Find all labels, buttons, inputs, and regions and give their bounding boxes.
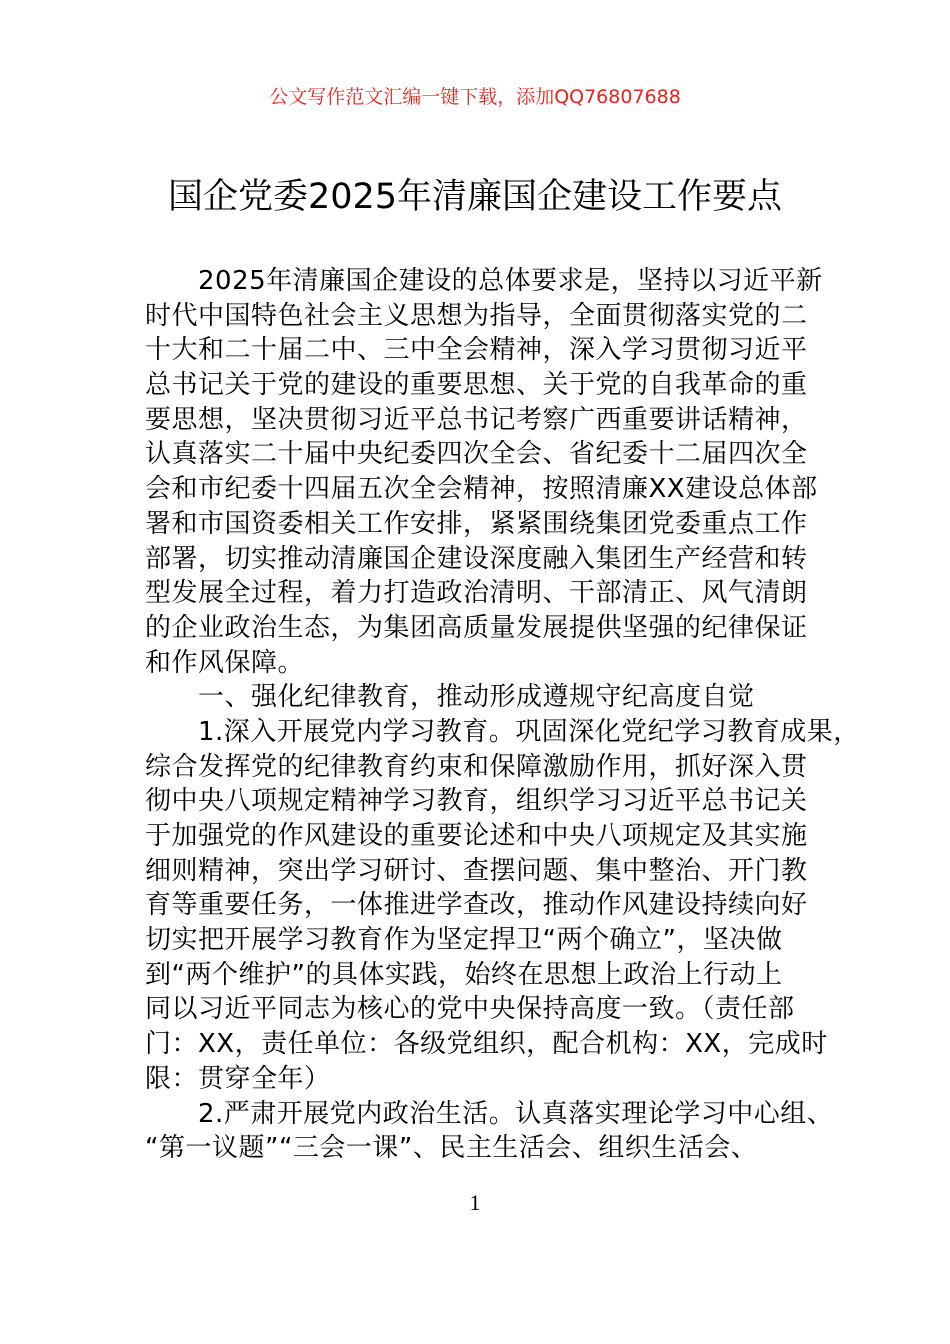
text-line: 彻中央八项规定精神学习教育，组织学习习近平总书记关 — [145, 786, 808, 817]
text-line: 育等重要任务，一体推进学查改，推动作风建设持续向好 — [145, 890, 808, 921]
text-line: 同以习近平同志为核心的党中央保持高度一致。（责任部 — [145, 994, 795, 1025]
page-number: 1 — [469, 1190, 481, 1215]
text-line: 的企业政治生态，为集团高质量发展提供坚强的纪律保证 — [145, 612, 808, 643]
text-line: 综合发挥党的纪律教育约束和保障激励作用，抓好深入贯 — [145, 751, 808, 782]
text-line: 于加强党的作风建设的重要论述和中央八项规定及其实施 — [145, 821, 808, 851]
text-line: 总书记关于党的建设的重要思想、关于党的自我革命的重 — [145, 370, 808, 401]
text-line: 限：贯穿全年） — [145, 1063, 331, 1094]
text-line: 认真落实二十届中央纪委四次全会、省纪委十二届四次全 — [145, 439, 808, 470]
document-body — [145, 264, 860, 1166]
text-line: “第一议题”“三会一课”、民主生活会、组织生活会、 — [145, 1133, 758, 1164]
text-line: 细则精神，突出学习研讨、查摆问题、集中整治、开门教 — [145, 855, 808, 886]
text-line: 型发展全过程，着力打造政治清明、干部清正、风气清朗 — [145, 578, 808, 609]
text-line: 2025年清廉国企建设的总体要求是，坚持以习近平新 — [145, 266, 823, 296]
text-line: 切实把开展学习教育作为坚定捍卫“两个确立”，坚决做 — [145, 925, 783, 956]
text-line: 2.严肃开展党内政治生活。认真落实理论学习中心组、 — [145, 1098, 834, 1129]
text-line: 和作风保障。 — [145, 647, 305, 678]
text-line: 要思想，坚决贯彻习近平总书记考察广西重要讲话精神， — [145, 404, 808, 435]
text-line: 署和市国资委相关工作安排，紧紧围绕集团党委重点工作 — [145, 508, 808, 539]
promo-header: 公文写作范文汇编一键下载，添加QQ76807688 — [269, 86, 681, 108]
text-line: 到“两个维护”的具体实践，始终在思想上政治上行动上 — [145, 959, 783, 990]
text-line: 部署，切实推动清廉国企建设深度融入集团生产经营和转 — [145, 543, 808, 574]
text-line: 门：XX，责任单位：各级党组织，配合机构：XX，完成时 — [145, 1029, 828, 1060]
text-line: 一、强化纪律教育，推动形成遵规守纪高度自觉 — [145, 682, 755, 713]
text-line: 时代中国特色社会主义思想为指导，全面贯彻落实党的二 — [145, 300, 808, 331]
text-line: 会和市纪委十四届五次全会精神，按照清廉XX建设总体部 — [145, 474, 818, 505]
document-title: 国企党委2025年清廉国企建设工作要点 — [167, 177, 783, 217]
text-line: 1.深入开展党内学习教育。巩固深化党纪学习教育成果， — [145, 716, 860, 747]
text-line: 十大和二十届二中、三中全会精神，深入学习贯彻习近平 — [145, 335, 808, 366]
